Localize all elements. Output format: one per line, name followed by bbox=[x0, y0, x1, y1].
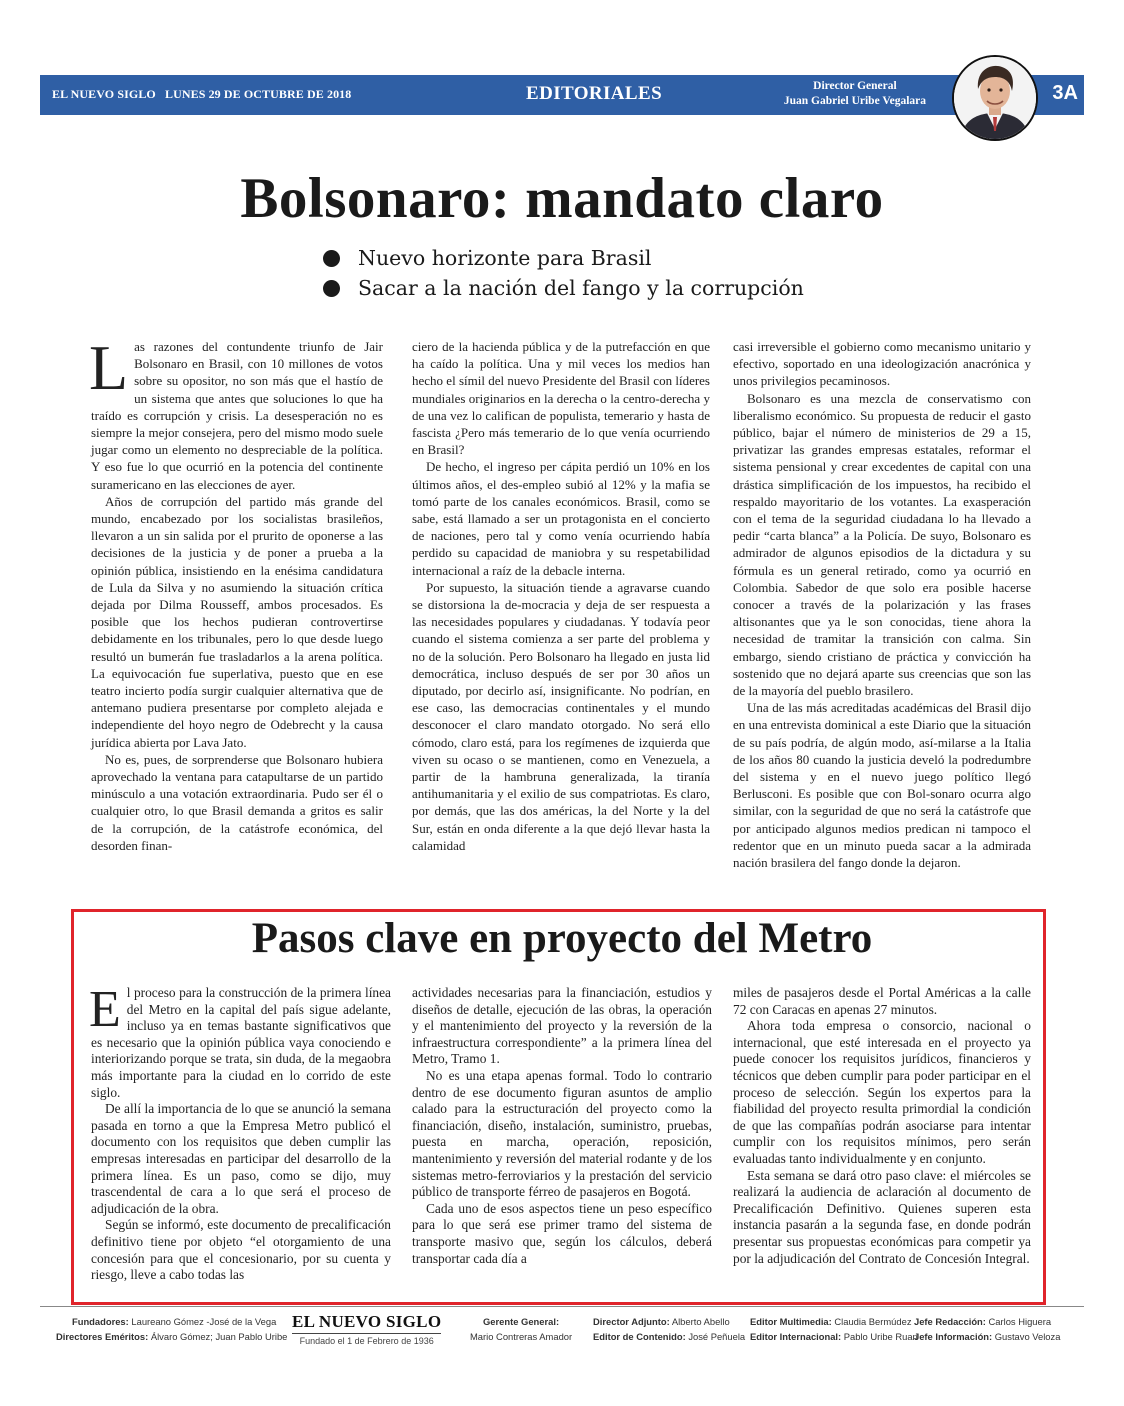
credit-label: Gerente General: bbox=[483, 1316, 560, 1327]
subtitle-item bbox=[323, 273, 804, 303]
director-credit bbox=[784, 79, 926, 109]
director-title: Director General bbox=[813, 80, 897, 92]
credit-label: Editor Internacional: bbox=[750, 1331, 842, 1342]
paragraph: Años de corrupción del partido más grande del mundo, encabezado por los socialistas brasileños, llevaron a un sin salida por el prurito de oponerse a las decisiones de la justicia y de poner a prueba a la opinión pública, insistiendo en la enésima candidatura de Lula da Silva y no asumiendo la situación crítica dejada por Dilma Rousseff, ambos procesados. Es posible que los hechos pudieran controvertirse debidamente en los tribunales, pero lo que desde luego resultó un bumerán fue trasladarlos a la arena política. La equivocación fue superlativa, puesto que en ese teatro incierto podía surgir cualquier alternativa que de antemano pudiera presentarse por completo alejada e independiente del hoyo negro de Odebrecht y la causa jurídica abierta por Lava Jato. bbox=[91, 493, 383, 750]
subtitle-text: Nuevo horizonte para Brasil bbox=[358, 246, 652, 270]
credit-label: Directores Eméritos: bbox=[56, 1331, 149, 1342]
paragraph bbox=[89, 332, 383, 493]
credit-value: José Peñuela bbox=[688, 1331, 746, 1342]
subtitle-item bbox=[323, 243, 804, 273]
credit-label: Editor de Contenido: bbox=[593, 1331, 686, 1342]
credit-label: Editor Multimedia: bbox=[750, 1316, 832, 1327]
page-number: 3A bbox=[1052, 82, 1078, 104]
paragraph-text: l proceso para la construcción de la primera línea del Metro en la capital del país sigue adelante, incluso ya en temas bastante significativos que es necesario que la opinión pública vaya conociendo e interiorizando porque se trata, sin duda, de la megaobra más importante para la ciudad en lo corrido de este siglo. bbox=[91, 985, 391, 1100]
editorial-subtitles bbox=[323, 243, 804, 303]
credit-value: Laureano Gómez -José de la Vega bbox=[131, 1316, 277, 1327]
paragraph: Cada uno de esos aspectos tiene un peso específico para lo que será ese primer tramo del sistema de transporte masivo que, según los cálculos, deberá transportar cada día a bbox=[412, 1200, 712, 1266]
article-column-1 bbox=[89, 332, 383, 854]
paragraph: ciero de la hacienda pública y de la putrefacción en que ha caído la política. Una y mil veces los medios han hecho el símil del nuevo Presidente del Brasil con líderes mundiales originarios en la derecha o la centro-derecha y de una vez lo califican de populista, temerario y hasta de fascista ¿Pero más temerario de lo que venía ocurriendo en Brasil? bbox=[412, 339, 710, 458]
page-header-band bbox=[40, 75, 1084, 115]
article2-column-2 bbox=[412, 985, 712, 1267]
bullet-icon bbox=[323, 280, 340, 297]
article2-column-1 bbox=[89, 981, 391, 1284]
credit-value: Álvaro Gómez; Juan Pablo Uribe bbox=[150, 1331, 288, 1342]
bullet-icon bbox=[323, 250, 340, 267]
masthead-footer bbox=[40, 1314, 1084, 1354]
credit-value: Claudia Bermúdez bbox=[834, 1316, 912, 1327]
credit-label: Jefe Información: bbox=[914, 1331, 993, 1342]
paragraph: De allí la importancia de lo que se anunció la semana pasada en torno a que la Empresa Metro publicó el documento con los requisitos que deben cumplir las empresas interesadas en participar del desarrollo de la primera línea. Es un paso, como se dijo, muy trascendental de cara a lo que será el proceso de adjudicación de la obra. bbox=[91, 1101, 391, 1216]
credit-value: Pablo Uribe Ruan bbox=[843, 1331, 918, 1342]
editorial-headline-2: Pasos clave en proyecto del Metro bbox=[251, 915, 873, 962]
paragraph: Según se informó, este documento de precalificación definitivo tiene por objeto “el otorgamiento de una concesión para que el concesionario, por su cuenta y riesgo, lleve a cabo todas las bbox=[91, 1217, 391, 1283]
editorial-headline: Bolsonaro: mandato claro bbox=[240, 167, 884, 230]
content-editor-credit bbox=[593, 1329, 745, 1344]
portrait-illustration bbox=[954, 57, 1036, 139]
multimedia-editor-credit bbox=[750, 1314, 912, 1329]
founded-date: Fundado el 1 de Febrero de 1936 bbox=[299, 1336, 434, 1346]
director-name: Juan Gabriel Uribe Vegalara bbox=[783, 95, 926, 107]
paragraph: Bolsonaro es una mezcla de conservatismo con liberalismo económico. Su propuesta de reducir el gasto público, bajar el número de ministerios de 29 a 15, privatizar las grandes empresas estatales, reformar el sistema pensional y crear excedentes de capital con una drástica simplificación de los impuestos, ha recibido el respaldo mayoritario de los votantes. La exasperación con el tema de la seguridad ciudadana lo ha llevado a pedir “carta blanca” a la Policía. De suyo, Bolsonaro es admirador de algunos episodios de la dictadura y su fórmula es un general retirado, como ya ocurrió en Colombia. Sabedor de que solo era posible hacerse conocer a través de la polarización y las frases altisonantes que ya le son conocidas, tiene ahora la necesidad de tramitar la transición con calma. Sin embargo, siendo cristiano de práctica y convicción ha sostenido que no dejará aparte sus creencias que son las de la mayoría del pueblo brasilero. bbox=[733, 390, 1031, 699]
credit-value: Alberto Abello bbox=[671, 1316, 730, 1327]
issue-date: LUNES 29 DE OCTUBRE DE 2018 bbox=[164, 87, 352, 101]
masthead-logo bbox=[292, 1312, 441, 1346]
newsroom-chief-credit bbox=[914, 1314, 1051, 1329]
paragraph: De hecho, el ingreso per cápita perdió un 10% en los últimos años, el des-empleo subió al 12% y la mafia se tomó parte de los canales económicos. Brasil, como se sabe, está llamado a ser un protagonista en el concierto de naciones, pero tal y como venía ocurriendo había perdido su capacidad de maniobra y su respetabilidad internacional a raíz de la debacle interna. bbox=[412, 459, 710, 578]
paragraph: No es una etapa apenas formal. Todo lo contrario dentro de ese documento figuran asuntos de amplio calado para la estructuración del proyecto como la financiación, diseño, instalación, suministro, pruebas, puesta en marcha, operación, reposición, mantenimiento y reversión del material rodante y de los sistemas metro-ferroviarios y la prestación del servicio público de transporte férreo de pasajeros en Bogotá. bbox=[412, 1067, 712, 1200]
section-title: EDITORIALES bbox=[526, 83, 663, 104]
logo-wordmark: EL NUEVO SIGLO bbox=[292, 1312, 441, 1334]
footer-divider bbox=[40, 1306, 1084, 1307]
paragraph: Una de las más acreditadas académicas del Brasil dijo en una entrevista dominical a este Diario que la situación de su país podría, de algún modo, así-milarse a la Italia de los años 80 cuando la justicia develó la podredumbre del sistema y en el nuevo juego político llegó Berlusconi. Es posible que con Bol-sonaro ocurra algo similar, con la seguridad de que no será la catástrofe que por anticipado algunos medios predican ni tampoco el redentor que en un minuto pueda sacar a la admirada nación brasilera del fango donde la dejaron. bbox=[733, 700, 1031, 871]
article-column-3 bbox=[733, 338, 1031, 871]
credit-value: Carlos Higuera bbox=[988, 1316, 1052, 1327]
general-manager-credit bbox=[470, 1314, 572, 1344]
drop-cap: E bbox=[89, 981, 121, 1038]
credit-label: Director Adjunto: bbox=[593, 1316, 670, 1327]
credit-value: Mario Contreras Amador bbox=[470, 1331, 573, 1342]
publication-name: EL NUEVO SIGLO bbox=[52, 87, 156, 101]
subtitle-text: Sacar a la nación del fango y la corrupción bbox=[358, 276, 804, 300]
paragraph: miles de pasajeros desde el Portal Américas a la calle 72 con Caracas en apenas 27 minutos. bbox=[733, 985, 1031, 1017]
paragraph: Ahora toda empresa o consorcio, nacional o internacional, que esté interesada en el proyecto ya puede conocer los requisitos jurídicos, financieros y técnicos que deben cumplir para poder participar en el proceso de selección. Según los expertos para la fiabilidad del proyecto resulta primordial la condición de que las compañías podrán asociarse para intentar cumplir con los requisitos mínimos, pero serán evaluadas tanto individualmente y en conjunto. bbox=[733, 1018, 1031, 1166]
director-portrait bbox=[952, 55, 1038, 141]
paragraph: Por supuesto, la situación tiende a agravarse cuando se distorsiona la de-mocracia y deja de ser respuesta a las necesidades populares y ciudadanas. Y todavía peor cuando el sistema comienza a ser parte del problema y no de la solución. Pero Bolsonaro ha llegado en justa lid democrática, incluso después de ser por 30 años un diputado, por decirlo así, insignificante. No podrían, en ese caso, las democracias continentales y el mundo desconocer el claro mandato otorgado. No será ello cómodo, claro está, para los regímenes de izquierda que viven su ocaso o se mantienen, como en Venezuela, a partir de la hambruna generalizada, la tiranía antihumanitaria y el exilio de sus compatriotas. Es claro, por demás, que las dos américas, la del Norte y la del Sur, están en onda diferente a la que dejó llevar hasta la calamidad bbox=[412, 579, 710, 853]
credit-value: Gustavo Veloza bbox=[994, 1331, 1061, 1342]
information-chief-credit bbox=[914, 1329, 1060, 1344]
article2-column-3 bbox=[733, 985, 1031, 1267]
paragraph: casi irreversible el gobierno como mecanismo unitario y efectivo, soportado en una ideologización anacrónica y unos privilegios pecaminosos. bbox=[733, 339, 1031, 389]
emeritus-credit bbox=[56, 1329, 287, 1344]
paragraph bbox=[89, 981, 391, 1101]
deputy-director-credit bbox=[593, 1314, 730, 1329]
paragraph: No es, pues, de sorprenderse que Bolsonaro hubiera aprovechado la ventana para catapultarse de un partido minúsculo a una votación extraordinaria. Pudo ser él o cualquier otro, lo que Brasil demanda a gritos es salir de la corrupción, de la catástrofe económica, del desorden finan- bbox=[91, 751, 383, 853]
paragraph: Esta semana se dará otro paso clave: el miércoles se realizará la audiencia de aclaración al documento de Precalificación Definitivo. Quienes superen esta instancia pasarán a la segunda fase, en donde podrán presentar sus propuestas económicas para competir ya por la adjudicación del Contrato de Concesión Integral. bbox=[733, 1167, 1031, 1266]
international-editor-credit bbox=[750, 1329, 918, 1344]
publication-dateline bbox=[52, 87, 351, 102]
paragraph: actividades necesarias para la financiación, estudios y diseños de detalle, ejecución de las obras, la operación y el mantenimiento del proyecto y la reversión de la infraestructura correspondiente” a la primera línea del Metro, Tramo 1. bbox=[412, 985, 712, 1067]
credit-label: Fundadores: bbox=[72, 1316, 129, 1327]
credit-label: Jefe Redacción: bbox=[914, 1316, 986, 1327]
drop-cap: L bbox=[89, 332, 129, 403]
founders-credit bbox=[72, 1314, 276, 1329]
article-column-2 bbox=[412, 338, 710, 854]
paragraph-text: as razones del contundente triunfo de Jair Bolsonaro en Brasil, con 10 millones de votos sobre su opositor, no son más que el hastío de un sistema que antes que soluciones lo que ha traído es corrupción y crisis. La desesperación no es siempre la mejor consejera, pero del mismo modo suele jugar como un elemento no despreciable de la política. Y eso fue lo que ocurrió en la potencia del continente suramericano en las elecciones de ayer. bbox=[91, 339, 383, 492]
